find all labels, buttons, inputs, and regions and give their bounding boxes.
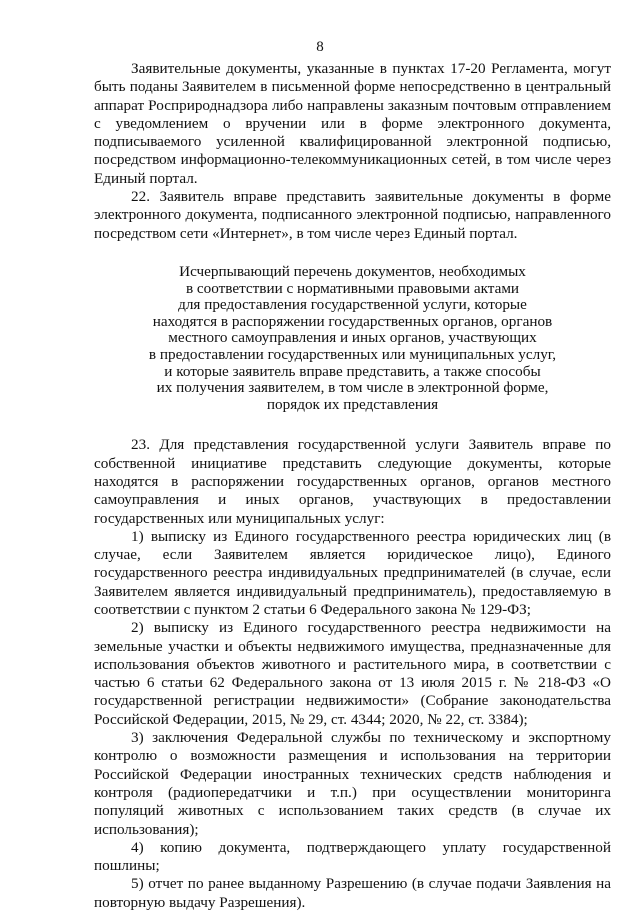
heading-line: порядок их представления <box>266 395 439 413</box>
heading-line: их получения заявителем, в том числе в электронной форме, <box>156 379 549 397</box>
heading-line: Исчерпывающий перечень документов, необходимых <box>179 262 526 280</box>
paragraph-submission-methods: Заявительные документы, указанные в пунктах 17-20 Регламента, могут быть поданы Заявителем в письменной форме непосредственно в центральный аппарат Росприроднадзора либо направлены заказным почтовым отправлением с уведомлением о вручении или в форме электронного документа, подписываемого усиленной квалифицированной электронной подписью, посредством информационно-телекоммуникационных сетей, в том числе через Единый портал. <box>94 60 611 187</box>
document-body <box>94 60 611 912</box>
list-item-3: 3) заключения Федеральной службы по техническому и экспортному контролю о возможности размещения и использования на территории Российской Федерации иностранных технических средств наблюдения и контроля (радиопередатчики и т.п.) при осуществлении мониторинга популяций животных с использованием таких средств (в случае их использования); <box>94 729 611 838</box>
paragraph-23: 23. Для представления государственной услуги Заявитель вправе по собственной инициативе представить следующие документы, которые находятся в распоряжении государственных органов, органов местного самоуправления и иных органов, участвующих в предоставлении государственных или муниципальных услуг: <box>94 436 611 527</box>
heading-line: местного самоуправления и иных органов, участвующих <box>168 329 537 347</box>
heading-line: и которые заявитель вправе представить, а также способы <box>164 362 541 380</box>
list-item-4: 4) копию документа, подтверждающего уплату государственной пошлины; <box>94 838 611 875</box>
heading-line: для предоставления государственной услуги, которые <box>178 296 527 314</box>
section-heading <box>94 264 611 413</box>
paragraph-22: 22. Заявитель вправе представить заявительные документы в форме электронного документа, подписанного электронной подписью, направленного посредством сети «Интернет», в том числе через Единый портал. <box>94 188 611 242</box>
page-number: 8 <box>316 39 324 55</box>
heading-line: находятся в распоряжении государственных органов, органов <box>152 312 553 330</box>
heading-line: в соответствии с нормативными правовыми актами <box>185 279 520 297</box>
list-item-2: 2) выписку из Единого государственного реестра недвижимости на земельные участки и объекты недвижимого имущества, предназначенные для использования объектов животного и растительного мира, в соответствии с частью 6 статьи 62 Федерального закона от 13 июля 2015 г. № 218-ФЗ «О государственной регистрации недвижимости» (Собрание законодательства Российской Федерации, 2015, № 29, ст. 4344; 2020, № 22, ст. 3384); <box>94 619 611 728</box>
list-item-1: 1) выписку из Единого государственного реестра юридических лиц (в случае, если Заявителем является юридическое лицо), Единого государственного реестра индивидуальных предпринимателей (в случае, если Заявителем является индивидуальный предприниматель), предоставляемую в соответствии с пунктом 2 статьи 6 Федерального закона № 129-ФЗ; <box>94 527 611 618</box>
heading-line: в предоставлении государственных или муниципальных услуг, <box>148 345 557 363</box>
list-item-5: 5) отчет по ранее выданному Разрешению (в случае подачи Заявления на повторную выдачу Разрешения). <box>94 875 611 911</box>
